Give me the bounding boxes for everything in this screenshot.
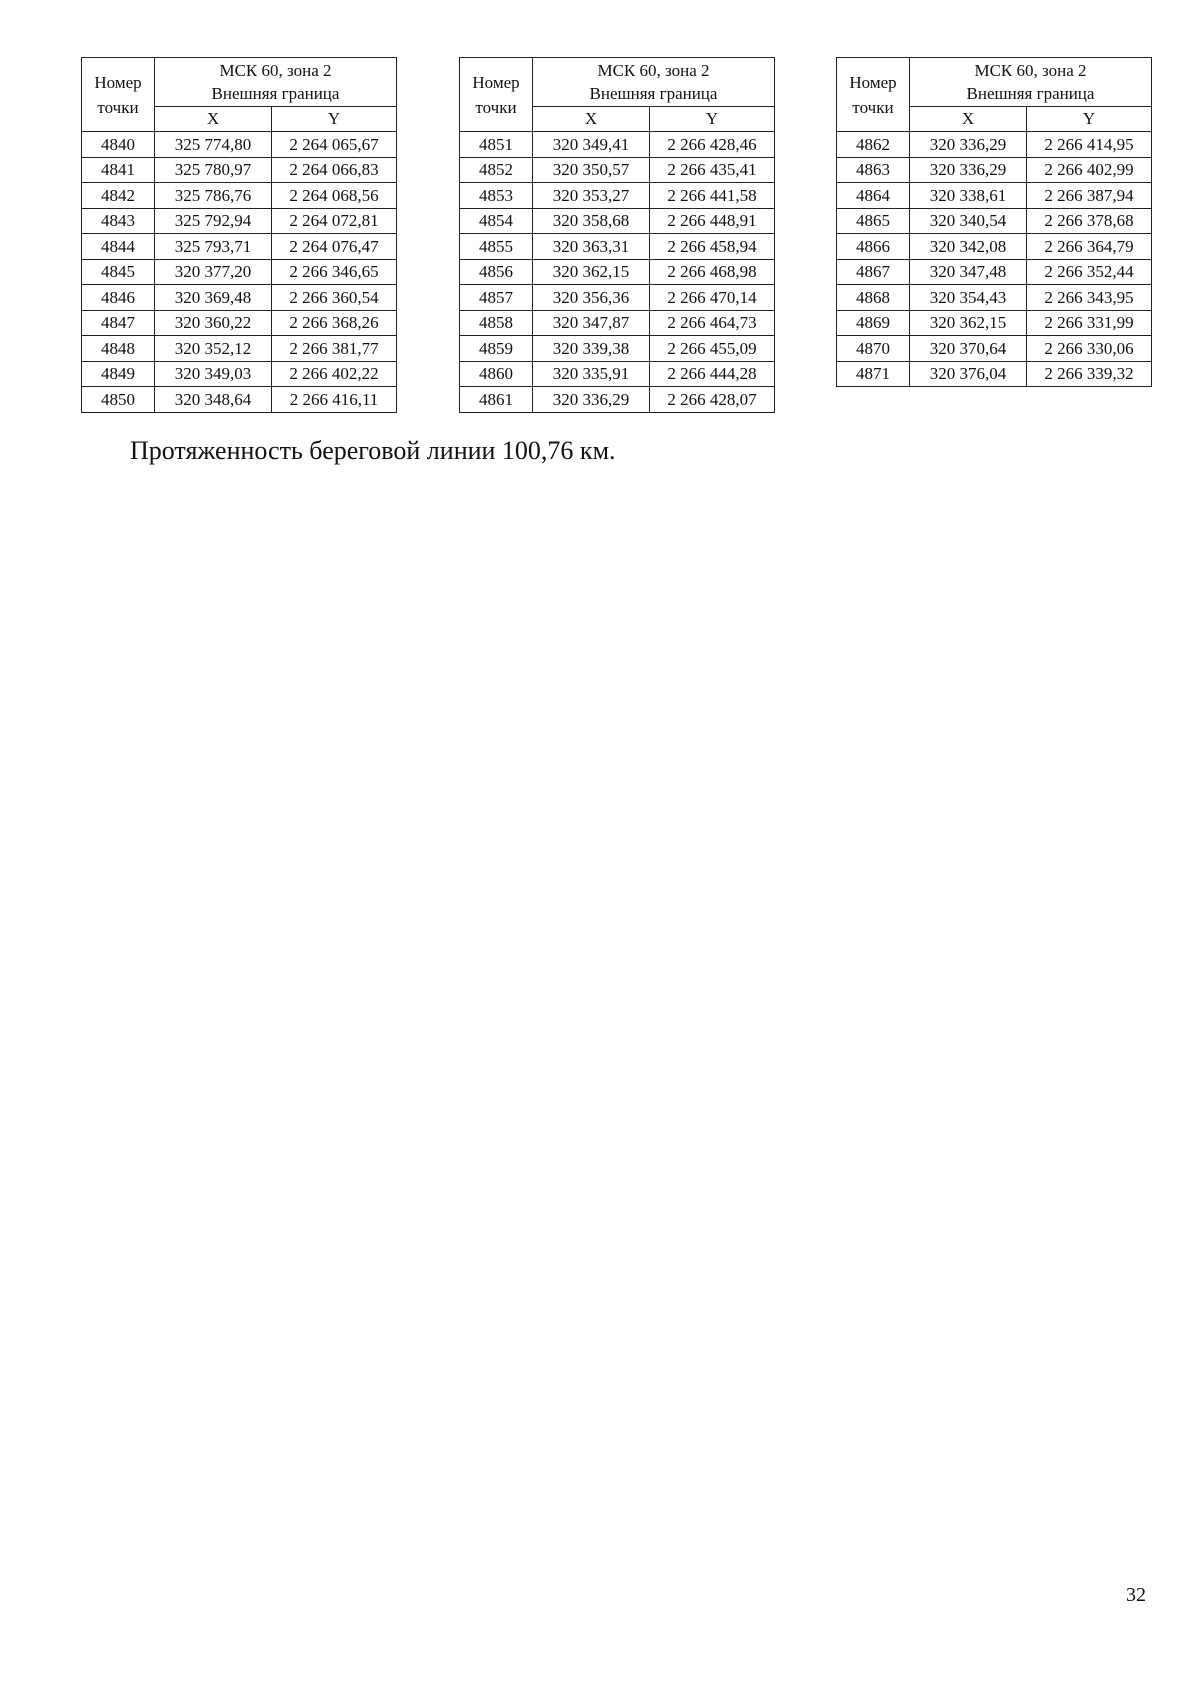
y-coordinate: 2 266 444,28 xyxy=(650,361,775,387)
coordinates-body xyxy=(460,132,775,413)
y-coordinate: 2 266 470,14 xyxy=(650,285,775,311)
point-number: 4855 xyxy=(460,234,533,260)
x-coordinate: 320 340,54 xyxy=(910,208,1027,234)
y-coordinate: 2 266 364,79 xyxy=(1027,234,1152,260)
table-row xyxy=(837,157,1152,183)
page-number: 32 xyxy=(1126,1584,1146,1606)
x-column-header: X xyxy=(155,106,272,131)
point-number: 4843 xyxy=(82,208,155,234)
point-number: 4870 xyxy=(837,336,910,362)
y-coordinate: 2 264 065,67 xyxy=(272,132,397,158)
x-coordinate: 320 350,57 xyxy=(533,157,650,183)
x-coordinate: 320 362,15 xyxy=(910,310,1027,336)
y-coordinate: 2 266 381,77 xyxy=(272,336,397,362)
x-coordinate: 320 347,48 xyxy=(910,259,1027,285)
y-coordinate: 2 266 458,94 xyxy=(650,234,775,260)
y-coordinate: 2 266 346,65 xyxy=(272,259,397,285)
coastline-length-text: Протяженность береговой линии 100,76 км. xyxy=(130,436,616,465)
y-coordinate: 2 266 402,22 xyxy=(272,361,397,387)
table-row xyxy=(82,259,397,285)
point-number: 4859 xyxy=(460,336,533,362)
y-coordinate: 2 264 068,56 xyxy=(272,183,397,209)
point-number: 4860 xyxy=(460,361,533,387)
table-row xyxy=(460,234,775,260)
y-coordinate: 2 266 368,26 xyxy=(272,310,397,336)
y-column-header: Y xyxy=(650,106,775,131)
x-coordinate: 320 336,29 xyxy=(533,387,650,413)
x-coordinate: 325 774,80 xyxy=(155,132,272,158)
table-row xyxy=(837,259,1152,285)
point-number: 4866 xyxy=(837,234,910,260)
table-row xyxy=(837,285,1152,311)
y-coordinate: 2 266 339,32 xyxy=(1027,361,1152,387)
table-row xyxy=(460,387,775,413)
x-coordinate: 325 786,76 xyxy=(155,183,272,209)
table-row xyxy=(837,361,1152,387)
table-row xyxy=(82,234,397,260)
y-coordinate: 2 266 416,11 xyxy=(272,387,397,413)
table-row xyxy=(837,310,1152,336)
table-row xyxy=(460,259,775,285)
point-number: 4848 xyxy=(82,336,155,362)
y-coordinate: 2 266 464,73 xyxy=(650,310,775,336)
x-coordinate: 325 793,71 xyxy=(155,234,272,260)
x-coordinate: 325 792,94 xyxy=(155,208,272,234)
boundary-type: Внешняя граница xyxy=(211,83,340,103)
y-coordinate: 2 266 352,44 xyxy=(1027,259,1152,285)
table-row xyxy=(460,183,775,209)
system-name: МСК 60, зона 2 xyxy=(219,60,332,80)
point-number: 4841 xyxy=(82,157,155,183)
coordinates-table-3 xyxy=(836,57,1152,387)
y-coordinate: 2 266 378,68 xyxy=(1027,208,1152,234)
point-number: 4849 xyxy=(82,361,155,387)
x-coordinate: 320 377,20 xyxy=(155,259,272,285)
x-coordinate: 320 349,41 xyxy=(533,132,650,158)
point-number: 4867 xyxy=(837,259,910,285)
table-row xyxy=(460,208,775,234)
y-coordinate: 2 266 428,46 xyxy=(650,132,775,158)
point-number: 4864 xyxy=(837,183,910,209)
point-number: 4846 xyxy=(82,285,155,311)
x-coordinate: 320 339,38 xyxy=(533,336,650,362)
x-coordinate: 320 335,91 xyxy=(533,361,650,387)
table-row xyxy=(82,310,397,336)
boundary-type: Внешняя граница xyxy=(966,83,1095,103)
point-number: 4842 xyxy=(82,183,155,209)
table-row xyxy=(460,157,775,183)
point-number: 4869 xyxy=(837,310,910,336)
y-coordinate: 2 266 448,91 xyxy=(650,208,775,234)
x-coordinate: 320 354,43 xyxy=(910,285,1027,311)
table-row xyxy=(82,336,397,362)
point-number-header: Номер точки xyxy=(460,58,533,132)
y-coordinate: 2 264 076,47 xyxy=(272,234,397,260)
y-coordinate: 2 266 441,58 xyxy=(650,183,775,209)
x-coordinate: 320 369,48 xyxy=(155,285,272,311)
table-row xyxy=(460,132,775,158)
x-column-header: X xyxy=(910,106,1027,131)
coordinates-table-1 xyxy=(81,57,397,413)
coordinates-table-2 xyxy=(459,57,775,413)
point-number: 4853 xyxy=(460,183,533,209)
point-number: 4845 xyxy=(82,259,155,285)
y-coordinate: 2 266 343,95 xyxy=(1027,285,1152,311)
point-number-header: Номер точки xyxy=(837,58,910,132)
y-coordinate: 2 266 414,95 xyxy=(1027,132,1152,158)
coordinate-system-header xyxy=(910,58,1152,107)
system-name: МСК 60, зона 2 xyxy=(974,60,1087,80)
x-coordinate: 320 342,08 xyxy=(910,234,1027,260)
point-number: 4851 xyxy=(460,132,533,158)
point-number: 4852 xyxy=(460,157,533,183)
x-coordinate: 320 356,36 xyxy=(533,285,650,311)
point-number: 4871 xyxy=(837,361,910,387)
x-coordinate: 320 348,64 xyxy=(155,387,272,413)
point-number: 4840 xyxy=(82,132,155,158)
table-row xyxy=(460,361,775,387)
point-number-header: Номер точки xyxy=(82,58,155,132)
x-coordinate: 320 336,29 xyxy=(910,132,1027,158)
coordinates-body xyxy=(82,132,397,413)
table-row xyxy=(837,208,1152,234)
x-coordinate: 325 780,97 xyxy=(155,157,272,183)
table-row xyxy=(82,285,397,311)
point-number: 4858 xyxy=(460,310,533,336)
x-coordinate: 320 338,61 xyxy=(910,183,1027,209)
x-coordinate: 320 370,64 xyxy=(910,336,1027,362)
table-row xyxy=(837,183,1152,209)
y-coordinate: 2 266 435,41 xyxy=(650,157,775,183)
point-number: 4868 xyxy=(837,285,910,311)
x-coordinate: 320 360,22 xyxy=(155,310,272,336)
table-row xyxy=(460,336,775,362)
point-number: 4865 xyxy=(837,208,910,234)
table-row xyxy=(837,234,1152,260)
point-number: 4854 xyxy=(460,208,533,234)
y-coordinate: 2 266 331,99 xyxy=(1027,310,1152,336)
point-number: 4863 xyxy=(837,157,910,183)
table-row xyxy=(837,132,1152,158)
table-row xyxy=(460,310,775,336)
table-row xyxy=(82,361,397,387)
coordinate-system-header xyxy=(533,58,775,107)
y-column-header: Y xyxy=(1027,106,1152,131)
table-row xyxy=(82,157,397,183)
coordinate-system-header xyxy=(155,58,397,107)
point-number: 4844 xyxy=(82,234,155,260)
x-coordinate: 320 358,68 xyxy=(533,208,650,234)
y-coordinate: 2 266 455,09 xyxy=(650,336,775,362)
point-number: 4857 xyxy=(460,285,533,311)
x-coordinate: 320 353,27 xyxy=(533,183,650,209)
x-coordinate: 320 349,03 xyxy=(155,361,272,387)
point-number: 4862 xyxy=(837,132,910,158)
y-coordinate: 2 264 066,83 xyxy=(272,157,397,183)
x-coordinate: 320 352,12 xyxy=(155,336,272,362)
point-number: 4847 xyxy=(82,310,155,336)
y-coordinate: 2 266 387,94 xyxy=(1027,183,1152,209)
x-coordinate: 320 363,31 xyxy=(533,234,650,260)
y-column-header: Y xyxy=(272,106,397,131)
y-coordinate: 2 266 330,06 xyxy=(1027,336,1152,362)
x-coordinate: 320 347,87 xyxy=(533,310,650,336)
y-coordinate: 2 264 072,81 xyxy=(272,208,397,234)
x-coordinate: 320 362,15 xyxy=(533,259,650,285)
system-name: МСК 60, зона 2 xyxy=(597,60,710,80)
table-row xyxy=(82,132,397,158)
x-coordinate: 320 376,04 xyxy=(910,361,1027,387)
table-row xyxy=(82,387,397,413)
x-coordinate: 320 336,29 xyxy=(910,157,1027,183)
y-coordinate: 2 266 428,07 xyxy=(650,387,775,413)
point-number: 4861 xyxy=(460,387,533,413)
point-number: 4856 xyxy=(460,259,533,285)
table-row xyxy=(837,336,1152,362)
table-row xyxy=(82,208,397,234)
point-number: 4850 xyxy=(82,387,155,413)
y-coordinate: 2 266 402,99 xyxy=(1027,157,1152,183)
coordinates-body xyxy=(837,132,1152,387)
table-row xyxy=(460,285,775,311)
y-coordinate: 2 266 360,54 xyxy=(272,285,397,311)
boundary-type: Внешняя граница xyxy=(589,83,718,103)
x-column-header: X xyxy=(533,106,650,131)
table-row xyxy=(82,183,397,209)
y-coordinate: 2 266 468,98 xyxy=(650,259,775,285)
